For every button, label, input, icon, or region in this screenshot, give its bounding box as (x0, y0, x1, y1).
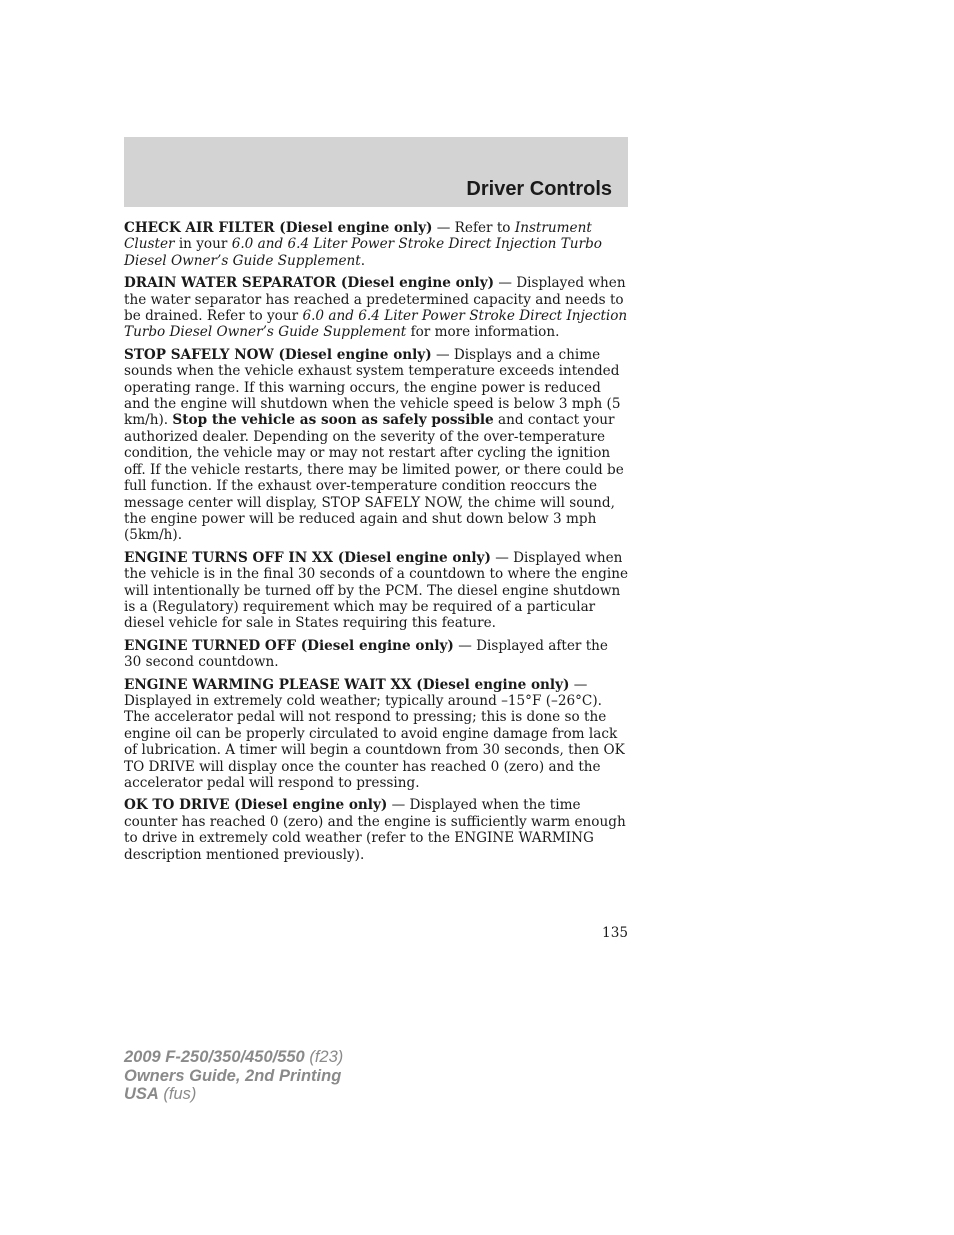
entry-text: . (360, 252, 366, 269)
entry-text: — Displayed when the water separator has reached a predetermined capacity and needs to be drained. Refer to your (124, 275, 626, 325)
entry-text: — Displayed when the time counter has reached 0 (zero) and the engine is sufficiently warm enough to drive in extremely cold weather (refer to the ENGINE WARMING description mentioned previously). (124, 797, 626, 863)
entry-stop-safely-now (124, 347, 628, 544)
entry-engine-turns-off (124, 550, 628, 632)
footer-line-market (124, 1085, 343, 1104)
page-number: 135 (602, 925, 628, 941)
entry-text: — Displayed after the 30 second countdown. (124, 637, 608, 671)
document-footer (124, 1048, 343, 1104)
entry-reference: 6.0 and 6.4 Liter Power Stroke Direct Injection Turbo Diesel Owner’s Guide Supplement (124, 236, 602, 269)
footer-line-edition (124, 1067, 343, 1086)
entry-text: in your (174, 236, 232, 253)
section-header-band (124, 137, 628, 207)
entry-text: — Displayed when the vehicle is in the final 30 seconds of a countdown to where the engine will intentionally be turned off by the PCM. The diesel engine shutdown is a (Regulatory) requirement which may be required of a particular diesel vehicle for sale in States requiring this feature. (124, 549, 629, 632)
entry-ok-to-drive (124, 797, 628, 863)
entry-reference: Instrument Cluster (124, 220, 592, 253)
entry-term: STOP SAFELY NOW (Diesel engine only) (124, 346, 432, 363)
entry-engine-turned-off (124, 638, 628, 671)
page-content (124, 220, 628, 869)
section-title: Driver Controls (466, 178, 612, 200)
entry-text: and contact your authorized dealer. Depending on the severity of the over-temperature condition, the vehicle may or may not restart after cycling the ignition off. If the vehicle restarts, there may be limited power, or there could be full function. If the exhaust over-temperature condition reoccurs the message center will display, STOP SAFELY NOW, the chime will sound, the engine power will be reduced again and shut down below 3 mph (5km/h). (124, 412, 624, 544)
entry-drain-water-separator (124, 275, 628, 341)
footer-market: USA (124, 1085, 159, 1103)
entry-text: — Displayed in extremely cold weather; typically around –15°F (–26°C). The accelerator pedal will not respond to pressing; this is done so the engine oil can be properly circulated to avoid engine damage from lack of lubrication. A timer will begin a countdown from 30 seconds, then OK TO DRIVE will display once the counter has reached 0 (zero) and the accelerator pedal will respond to pressing. (124, 676, 625, 791)
entry-emphasis: Stop the vehicle as soon as safely possible (172, 412, 494, 429)
entry-engine-warming (124, 677, 628, 792)
entry-term: ENGINE TURNED OFF (Diesel engine only) (124, 637, 454, 654)
entry-term: ENGINE WARMING PLEASE WAIT XX (Diesel engine only) (124, 676, 570, 693)
entry-text: — Refer to (432, 220, 515, 236)
footer-line-model (124, 1048, 343, 1067)
footer-model-code: (f23) (304, 1048, 344, 1066)
entry-term: CHECK AIR FILTER (Diesel engine only) (124, 220, 433, 236)
footer-model: 2009 F-250/350/450/550 (124, 1048, 305, 1066)
entry-text: — Displays and a chime sounds when the vehicle exhaust system temperature exceeds intended operating range. If this warning occurs, the engine power is reduced and the engine will shutdown when the vehicle speed is below 3 mph (5 km/h). (124, 346, 621, 429)
entry-check-air-filter (124, 220, 628, 269)
entry-text: for more information. (406, 324, 560, 341)
footer-market-code: (fus) (158, 1085, 197, 1103)
footer-edition: Owners Guide, 2nd Printing (124, 1066, 342, 1085)
entry-term: OK TO DRIVE (Diesel engine only) (124, 797, 388, 814)
entry-reference: 6.0 and 6.4 Liter Power Stroke Direct Injection Turbo Diesel Owner’s Guide Supplement (124, 308, 628, 341)
entry-term: DRAIN WATER SEPARATOR (Diesel engine only) (124, 275, 495, 292)
entry-term: ENGINE TURNS OFF IN XX (Diesel engine only) (124, 549, 491, 566)
